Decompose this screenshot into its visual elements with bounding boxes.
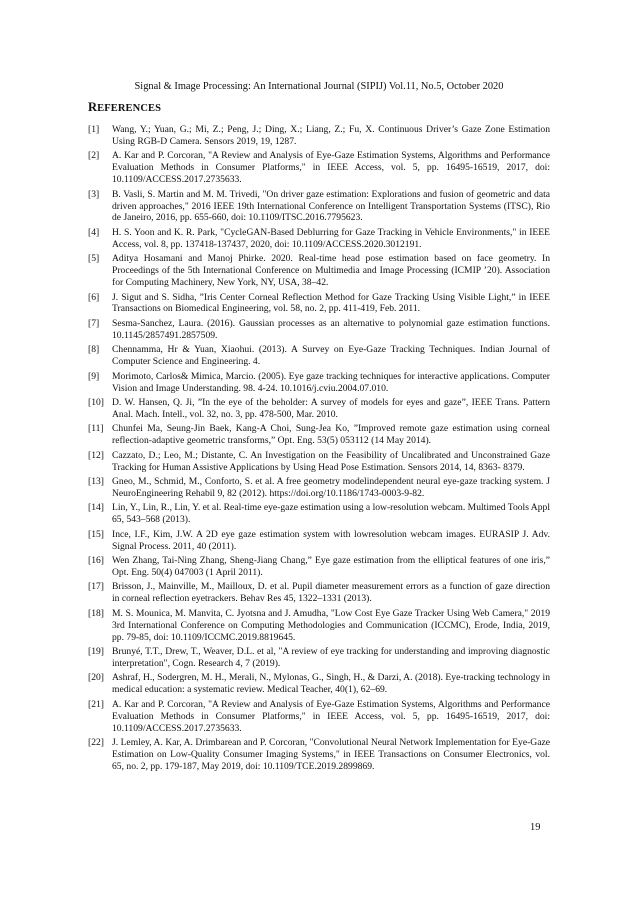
reference-text: H. S. Yoon and K. R. Park, "CycleGAN-Based Deblurring for Gaze Tracking in Vehicle Environments," in IEEE Access, vol. 8, pp. 137418-137437, 2020, doi: 10.1109/ACCESS.2020.3012191.	[112, 226, 550, 250]
reference-text: Brunyé, T.T., Drew, T., Weaver, D.L. et al, "A review of eye tracking for understanding and improving diagnostic interpretation", Cogn. Research 4, 7 (2019).	[112, 646, 550, 669]
reference-text: J. Lemley, A. Kar, A. Drimbarean and P. Corcoran, "Convolutional Neural Network Implementation for Eye-Gaze Estimation on Low-Quality Consumer Imaging Systems," in IEEE Transactions on Consumer Electronics, vol. 65, no. 2, pp. 179-187, May 2019, doi: 10.1109/TCE.2019.2899869.	[112, 737, 550, 772]
reference-item	[88, 371, 550, 395]
reference-text: Aditya Hosamani and Manoj Phirke. 2020. Real-time head pose estimation based on face geometry. In Proceedings of the 5th International Conference on Multimedia and Image Processing (ICMIP ’20). Association for Computing Machinery, New York, NY, USA, 38–42.	[112, 253, 550, 289]
reference-list	[88, 124, 550, 775]
reference-text: Chennamma, Hr & Yuan, Xiaohui. (2013). A Survey on Eye-Gaze Tracking Techniques. Indian Journal of Computer Science and Engineering. 4.	[112, 344, 550, 368]
reference-text: A. Kar and P. Corcoran, "A Review and Analysis of Eye-Gaze Estimation Systems, Algorithms and Performance Evaluation Methods in Consumer Platforms," in IEEE Access, vol. 5, pp. 16495-16519, 2017, doi: 10.1109/ACCESS.2017.2735633.	[112, 698, 550, 734]
reference-text: Ince, I.F., Kim, J.W. A 2D eye gaze estimation system with lowresolution webcam images. EURASIP J. Adv. Signal Process. 2011, 40 (2011).	[112, 528, 550, 552]
reference-number: [4]	[88, 226, 100, 238]
reference-text: M. S. Mounica, M. Manvita, C. Jyotsna and J. Amudha, "Low Cost Eye Gaze Tracker Using Web Camera," 2019 3rd International Conference on Computing Methodologies and Communication (ICCMC), Erode, India, 2019, pp. 79-85, doi: 10.1109/ICCMC.2019.8819645.	[112, 607, 550, 643]
reference-number: [6]	[88, 291, 100, 303]
reference-item	[88, 555, 550, 579]
reference-number: [21]	[88, 698, 104, 710]
reference-number: [13]	[88, 476, 104, 488]
reference-number: [5]	[88, 253, 100, 265]
reference-item	[88, 646, 550, 670]
reference-text: J. Sigut and S. Sidha, ”Iris Center Corneal Reflection Method for Gaze Tracking Using Visible Light,” in IEEE Transactions on Biomedical Engineering, vol. 58, no. 2, pp. 411-419, Feb. 2011.	[112, 291, 550, 315]
reference-item	[88, 344, 550, 368]
reference-number: [18]	[88, 607, 104, 619]
reference-text: Sesma-Sanchez, Laura. (2016). Gaussian processes as an alternative to polynomial gaze estimation functions. 10.1145/2857491.2857509.	[112, 317, 550, 341]
reference-number: [20]	[88, 672, 104, 684]
reference-number: [10]	[88, 396, 104, 408]
reference-item	[88, 737, 550, 773]
reference-number: [2]	[88, 150, 100, 162]
reference-item	[88, 699, 550, 735]
reference-item	[88, 476, 550, 500]
reference-text: Wen Zhang, Tai-Ning Zhang, Sheng-Jiang Chang,” Eye gaze estimation from the elliptical features of one iris,” Opt. Eng. 50(4) 047003 (1 April 2011).	[112, 555, 550, 579]
reference-text: Brisson, J., Mainville, M., Mailloux, D. et al. Pupil diameter measurement errors as a function of gaze direction in corneal reflection eyetrackers. Behav Res 45, 1322–1331 (2013).	[112, 581, 550, 605]
reference-number: [16]	[88, 555, 104, 567]
reference-item	[88, 502, 550, 526]
reference-number: [22]	[88, 737, 104, 749]
reference-number: [8]	[88, 344, 100, 356]
reference-number: [11]	[88, 423, 104, 435]
reference-item	[88, 292, 550, 316]
running-header: Signal & Image Processing: An International Journal (SIPIJ) Vol.11, No.5, October 2020	[134, 81, 504, 92]
section-title-references	[88, 100, 161, 115]
page-number: 19	[530, 822, 541, 833]
reference-number: [7]	[88, 317, 100, 329]
reference-item	[88, 581, 550, 605]
reference-number: [12]	[88, 449, 104, 461]
reference-number: [3]	[88, 188, 100, 200]
reference-item	[88, 450, 550, 474]
reference-text: Lin, Y., Lin, R., Lin, Y. et al. Real-time eye-gaze estimation using a low-resolution webcam. Multimed Tools Appl 65, 543–568 (2013).	[112, 502, 550, 526]
reference-number: [17]	[88, 581, 104, 593]
reference-item	[88, 227, 550, 251]
reference-number: [19]	[88, 646, 104, 658]
reference-text: Cazzato, D.; Leo, M.; Distante, C. An Investigation on the Feasibility of Uncalibrated and Unconstrained Gaze Tracking for Human Assistive Applications by Using Head Pose Estimation. Sensors 2014, 14, 8363- 8379.	[112, 449, 550, 473]
reference-item	[88, 189, 550, 225]
reference-number: [1]	[88, 124, 100, 135]
reference-item	[88, 253, 550, 289]
reference-text: Gneo, M., Schmid, M., Conforto, S. et al. A free geometry modelindependent neural eye-gaze tracking system. J NeuroEngineering Rehabil 9, 82 (2012). https://doi.org/10.1186/1743-0003-9-82.	[112, 476, 550, 499]
reference-number: [15]	[88, 528, 104, 540]
reference-item	[88, 124, 550, 148]
reference-item	[88, 672, 550, 696]
reference-item	[88, 423, 550, 447]
reference-item	[88, 529, 550, 553]
reference-text: Chunfei Ma, Seung-Jin Baek, Kang-A Choi, Sung-Jea Ko, ”Improved remote gaze estimation using corneal reflection-adaptive geometric transforms,” Opt. Eng. 53(5) 053112 (14 May 2014).	[112, 423, 550, 447]
section-title-initial: R	[88, 100, 98, 114]
reference-text: Ashraf, H., Sodergren, M. H., Merali, N., Mylonas, G., Singh, H., & Darzi, A. (2018). Eye-tracking technology in medical education: a systematic review. Medical Teacher, 40(1), 62–69.	[112, 672, 550, 696]
reference-text: Morimoto, Carlos& Mimica, Marcio. (2005). Eye gaze tracking techniques for interactive applications. Computer Vision and Image Understanding. 98. 4-24. 10.1016/j.cviu.2004.07.010.	[112, 370, 550, 394]
reference-text: B. Vasli, S. Martin and M. M. Trivedi, "On driver gaze estimation: Explorations and fusion of geometric and data driven approaches," 2016 IEEE 19th International Conference on Intelligent Transportation Systems (ITSC), Rio de Janeiro, 2016, pp. 655-660, doi: 10.1109/ITSC.2016.7795623.	[112, 188, 550, 224]
reference-item	[88, 608, 550, 644]
reference-number: [9]	[88, 370, 100, 382]
reference-item	[88, 318, 550, 342]
reference-number: [14]	[88, 502, 104, 514]
reference-text: Wang, Y.; Yuan, G.; Mi, Z.; Peng, J.; Ding, X.; Liang, Z.; Fu, X. Continuous Driver’s Gaze Zone Estimation Using RGB-D Camera. Sensors 2019, 19, 1287.	[112, 124, 550, 147]
reference-text: D. W. Hansen, Q. Ji, ”In the eye of the beholder: A survey of models for eyes and gaze”, IEEE Trans. Pattern Anal. Mach. Intell., vol. 32, no. 3, pp. 478-500, Mar. 2010.	[112, 396, 550, 420]
section-title-rest: EFERENCES	[97, 103, 162, 114]
reference-item	[88, 397, 550, 421]
reference-item	[88, 150, 550, 186]
reference-text: A. Kar and P. Corcoran, "A Review and Analysis of Eye-Gaze Estimation Systems, Algorithms and Performance Evaluation Methods in Consumer Platforms," in IEEE Access, vol. 5, pp. 16495-16519, 2017, doi: 10.1109/ACCESS.2017.2735633.	[112, 150, 550, 186]
